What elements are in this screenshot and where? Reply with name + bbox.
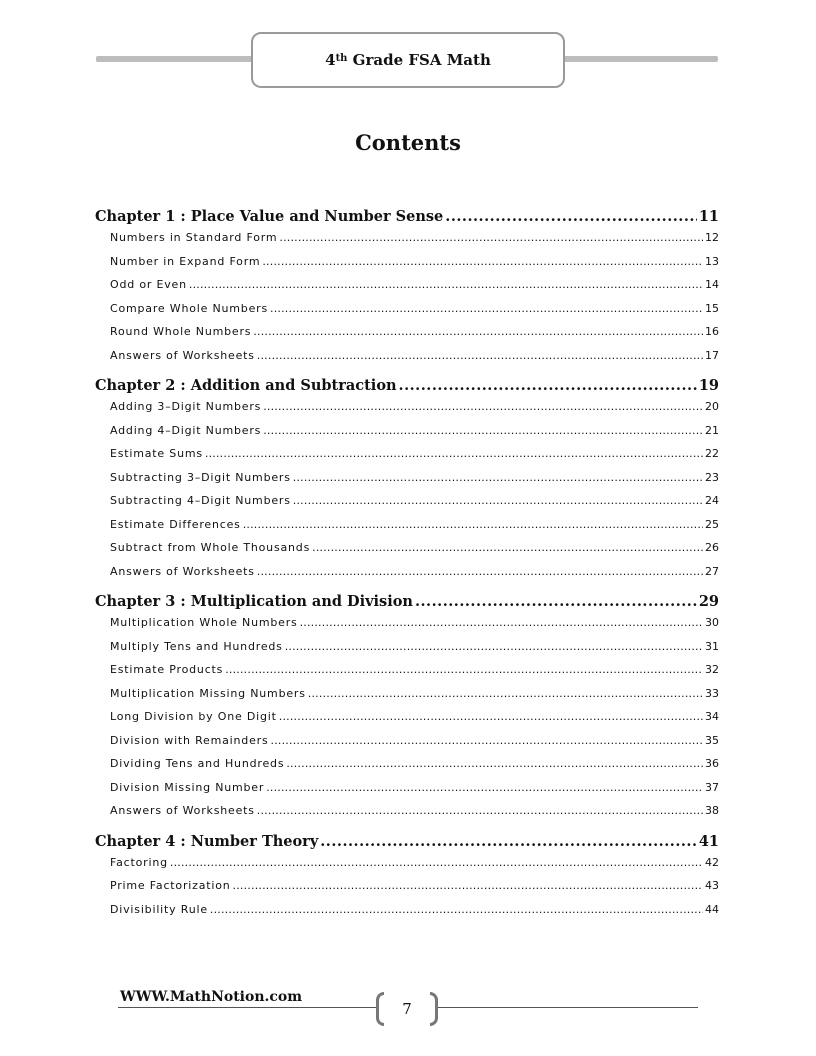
toc-section-entry bbox=[95, 424, 719, 448]
toc-entry-label: Factoring bbox=[110, 855, 168, 869]
toc-section-entry bbox=[95, 734, 719, 758]
header-rule-left bbox=[96, 56, 254, 62]
dot-leader bbox=[257, 349, 703, 362]
toc-section-entry bbox=[95, 255, 719, 279]
dot-leader bbox=[279, 710, 703, 723]
toc-entry-page: 41 bbox=[698, 832, 719, 850]
running-header bbox=[251, 32, 565, 88]
toc-section-entry bbox=[95, 325, 719, 349]
toc-section-entry bbox=[95, 804, 719, 828]
toc-entry-page: 44 bbox=[705, 902, 719, 916]
dot-leader bbox=[210, 903, 703, 916]
header-title: Grade FSA Math bbox=[347, 51, 491, 69]
toc-entry-label: Answers of Worksheets bbox=[110, 348, 255, 362]
dot-leader bbox=[293, 494, 703, 507]
toc-entry-page: 23 bbox=[705, 470, 719, 484]
toc-entry-label: Chapter 3 : Multiplication and Division bbox=[95, 593, 413, 610]
toc-entry-label: Long Division by One Digit bbox=[110, 710, 277, 723]
toc-chapter-entry bbox=[95, 593, 719, 616]
toc-entry-page: 29 bbox=[698, 593, 719, 610]
toc-entry-label: Dividing Tens and Hundreds bbox=[110, 757, 285, 770]
toc-entry-page: 22 bbox=[705, 447, 719, 460]
toc-chapter-entry bbox=[95, 377, 719, 400]
toc-entry-page: 33 bbox=[705, 686, 719, 700]
dot-leader bbox=[270, 302, 703, 315]
dot-leader bbox=[415, 593, 697, 610]
dot-leader bbox=[286, 757, 703, 770]
dot-leader bbox=[262, 255, 703, 268]
dot-leader bbox=[243, 518, 703, 531]
toc-entry-page: 16 bbox=[705, 325, 719, 338]
toc-entry-label: Answers of Worksheets bbox=[110, 564, 255, 578]
dot-leader bbox=[263, 400, 703, 413]
toc-entry-label: Estimate Sums bbox=[110, 447, 203, 460]
toc-entry-page: 17 bbox=[705, 348, 719, 362]
toc-section-entry bbox=[95, 781, 719, 805]
toc-entry-page: 13 bbox=[705, 254, 719, 268]
dot-leader bbox=[189, 278, 703, 291]
toc-section-entry bbox=[95, 400, 719, 424]
toc-entry-page: 31 bbox=[705, 639, 719, 653]
dot-leader bbox=[279, 231, 703, 244]
toc-section-entry bbox=[95, 494, 719, 518]
dot-leader bbox=[253, 325, 703, 338]
toc-section-entry bbox=[95, 640, 719, 664]
dot-leader bbox=[285, 640, 703, 653]
toc-chapter-entry bbox=[95, 208, 719, 231]
dot-leader bbox=[300, 616, 703, 629]
page-title: Contents bbox=[355, 130, 461, 155]
toc-entry-page: 38 bbox=[705, 804, 719, 817]
dot-leader bbox=[170, 856, 703, 869]
toc-entry-label: Divisibility Rule bbox=[110, 902, 208, 916]
dot-leader bbox=[263, 424, 703, 437]
toc-section-entry bbox=[95, 278, 719, 302]
header-grade-number: 4 bbox=[325, 51, 336, 69]
toc-entry-page: 20 bbox=[705, 400, 719, 413]
toc-entry-page: 27 bbox=[705, 564, 719, 578]
page-number: 7 bbox=[378, 992, 436, 1026]
toc-section-entry bbox=[95, 349, 719, 373]
dot-leader bbox=[293, 471, 703, 484]
toc-entry-page: 43 bbox=[705, 879, 719, 892]
toc-entry-page: 15 bbox=[705, 301, 719, 315]
toc-section-entry bbox=[95, 302, 719, 326]
toc-entry-page: 34 bbox=[705, 710, 719, 723]
left-bracket-icon bbox=[376, 992, 384, 1026]
toc-entry-label: Compare Whole Numbers bbox=[110, 301, 269, 315]
toc-section-entry bbox=[95, 541, 719, 565]
toc-entry-page: 36 bbox=[705, 757, 719, 770]
toc-section-entry bbox=[95, 710, 719, 734]
toc-section-entry bbox=[95, 447, 719, 471]
header-grade-suffix: th bbox=[335, 52, 348, 64]
toc-entry-label: Estimate Differences bbox=[110, 517, 241, 531]
toc-entry-label: Prime Factorization bbox=[110, 879, 231, 892]
dot-leader bbox=[266, 781, 703, 794]
dot-leader bbox=[399, 377, 697, 394]
toc-entry-page: 24 bbox=[705, 494, 719, 507]
toc-entry-label: Multiplication Whole Numbers bbox=[110, 616, 298, 629]
toc-entry-label: Multiplication Missing Numbers bbox=[110, 686, 306, 700]
toc-entry-label: Numbers in Standard Form bbox=[110, 231, 278, 244]
toc-entry-label: Chapter 2 : Addition and Subtraction bbox=[95, 377, 397, 394]
toc-section-entry bbox=[95, 856, 719, 880]
toc-entry-page: 42 bbox=[705, 855, 719, 869]
dot-leader bbox=[233, 879, 703, 892]
dot-leader bbox=[257, 565, 703, 578]
right-bracket-icon bbox=[430, 992, 438, 1026]
toc-entry-label: Chapter 1 : Place Value and Number Sense bbox=[95, 208, 444, 225]
toc-section-entry bbox=[95, 879, 719, 903]
toc-entry-page: 11 bbox=[698, 208, 719, 225]
toc-entry-page: 30 bbox=[705, 616, 719, 629]
dot-leader bbox=[320, 833, 697, 850]
toc-entry-label: Subtract from Whole Thousands bbox=[110, 541, 311, 554]
header-rule-right bbox=[560, 56, 718, 62]
toc-section-entry bbox=[95, 616, 719, 640]
table-of-contents bbox=[95, 200, 719, 926]
toc-entry-label: Multiply Tens and Hundreds bbox=[110, 639, 283, 653]
toc-section-entry bbox=[95, 518, 719, 542]
toc-entry-label: Division with Remainders bbox=[110, 733, 269, 747]
toc-entry-label: Subtracting 4–Digit Numbers bbox=[110, 494, 291, 507]
dot-leader bbox=[257, 804, 703, 817]
toc-entry-page: 26 bbox=[705, 541, 719, 554]
toc-entry-page: 12 bbox=[705, 231, 719, 244]
toc-chapter-entry bbox=[95, 833, 719, 856]
toc-entry-label: Subtracting 3–Digit Numbers bbox=[110, 470, 291, 484]
dot-leader bbox=[312, 541, 703, 554]
toc-entry-page: 19 bbox=[698, 377, 719, 394]
dot-leader bbox=[308, 687, 703, 700]
toc-entry-page: 35 bbox=[705, 733, 719, 747]
dot-leader bbox=[271, 734, 703, 747]
footer-url: WWW.MathNotion.com bbox=[120, 989, 303, 1005]
toc-section-entry bbox=[95, 471, 719, 495]
toc-section-entry bbox=[95, 565, 719, 589]
toc-section-entry bbox=[95, 231, 719, 255]
toc-entry-page: 25 bbox=[705, 517, 719, 531]
toc-section-entry bbox=[95, 687, 719, 711]
toc-entry-page: 37 bbox=[705, 780, 719, 794]
toc-entry-page: 14 bbox=[705, 278, 719, 291]
toc-entry-label: Number in Expand Form bbox=[110, 254, 261, 268]
toc-entry-page: 32 bbox=[705, 663, 719, 676]
toc-entry-label: Chapter 4 : Number Theory bbox=[95, 832, 319, 850]
toc-entry-label: Round Whole Numbers bbox=[110, 325, 252, 338]
dot-leader bbox=[225, 663, 703, 676]
toc-entry-page: 21 bbox=[705, 423, 719, 437]
toc-entry-label: Estimate Products bbox=[110, 663, 224, 676]
toc-entry-label: Adding 3–Digit Numbers bbox=[110, 400, 262, 413]
toc-entry-label: Odd or Even bbox=[110, 278, 187, 291]
dot-leader bbox=[445, 208, 697, 225]
toc-section-entry bbox=[95, 903, 719, 927]
toc-section-entry bbox=[95, 663, 719, 687]
dot-leader bbox=[205, 447, 703, 460]
toc-entry-label: Division Missing Number bbox=[110, 780, 265, 794]
toc-entry-label: Adding 4–Digit Numbers bbox=[110, 423, 262, 437]
toc-section-entry bbox=[95, 757, 719, 781]
toc-entry-label: Answers of Worksheets bbox=[110, 804, 255, 817]
